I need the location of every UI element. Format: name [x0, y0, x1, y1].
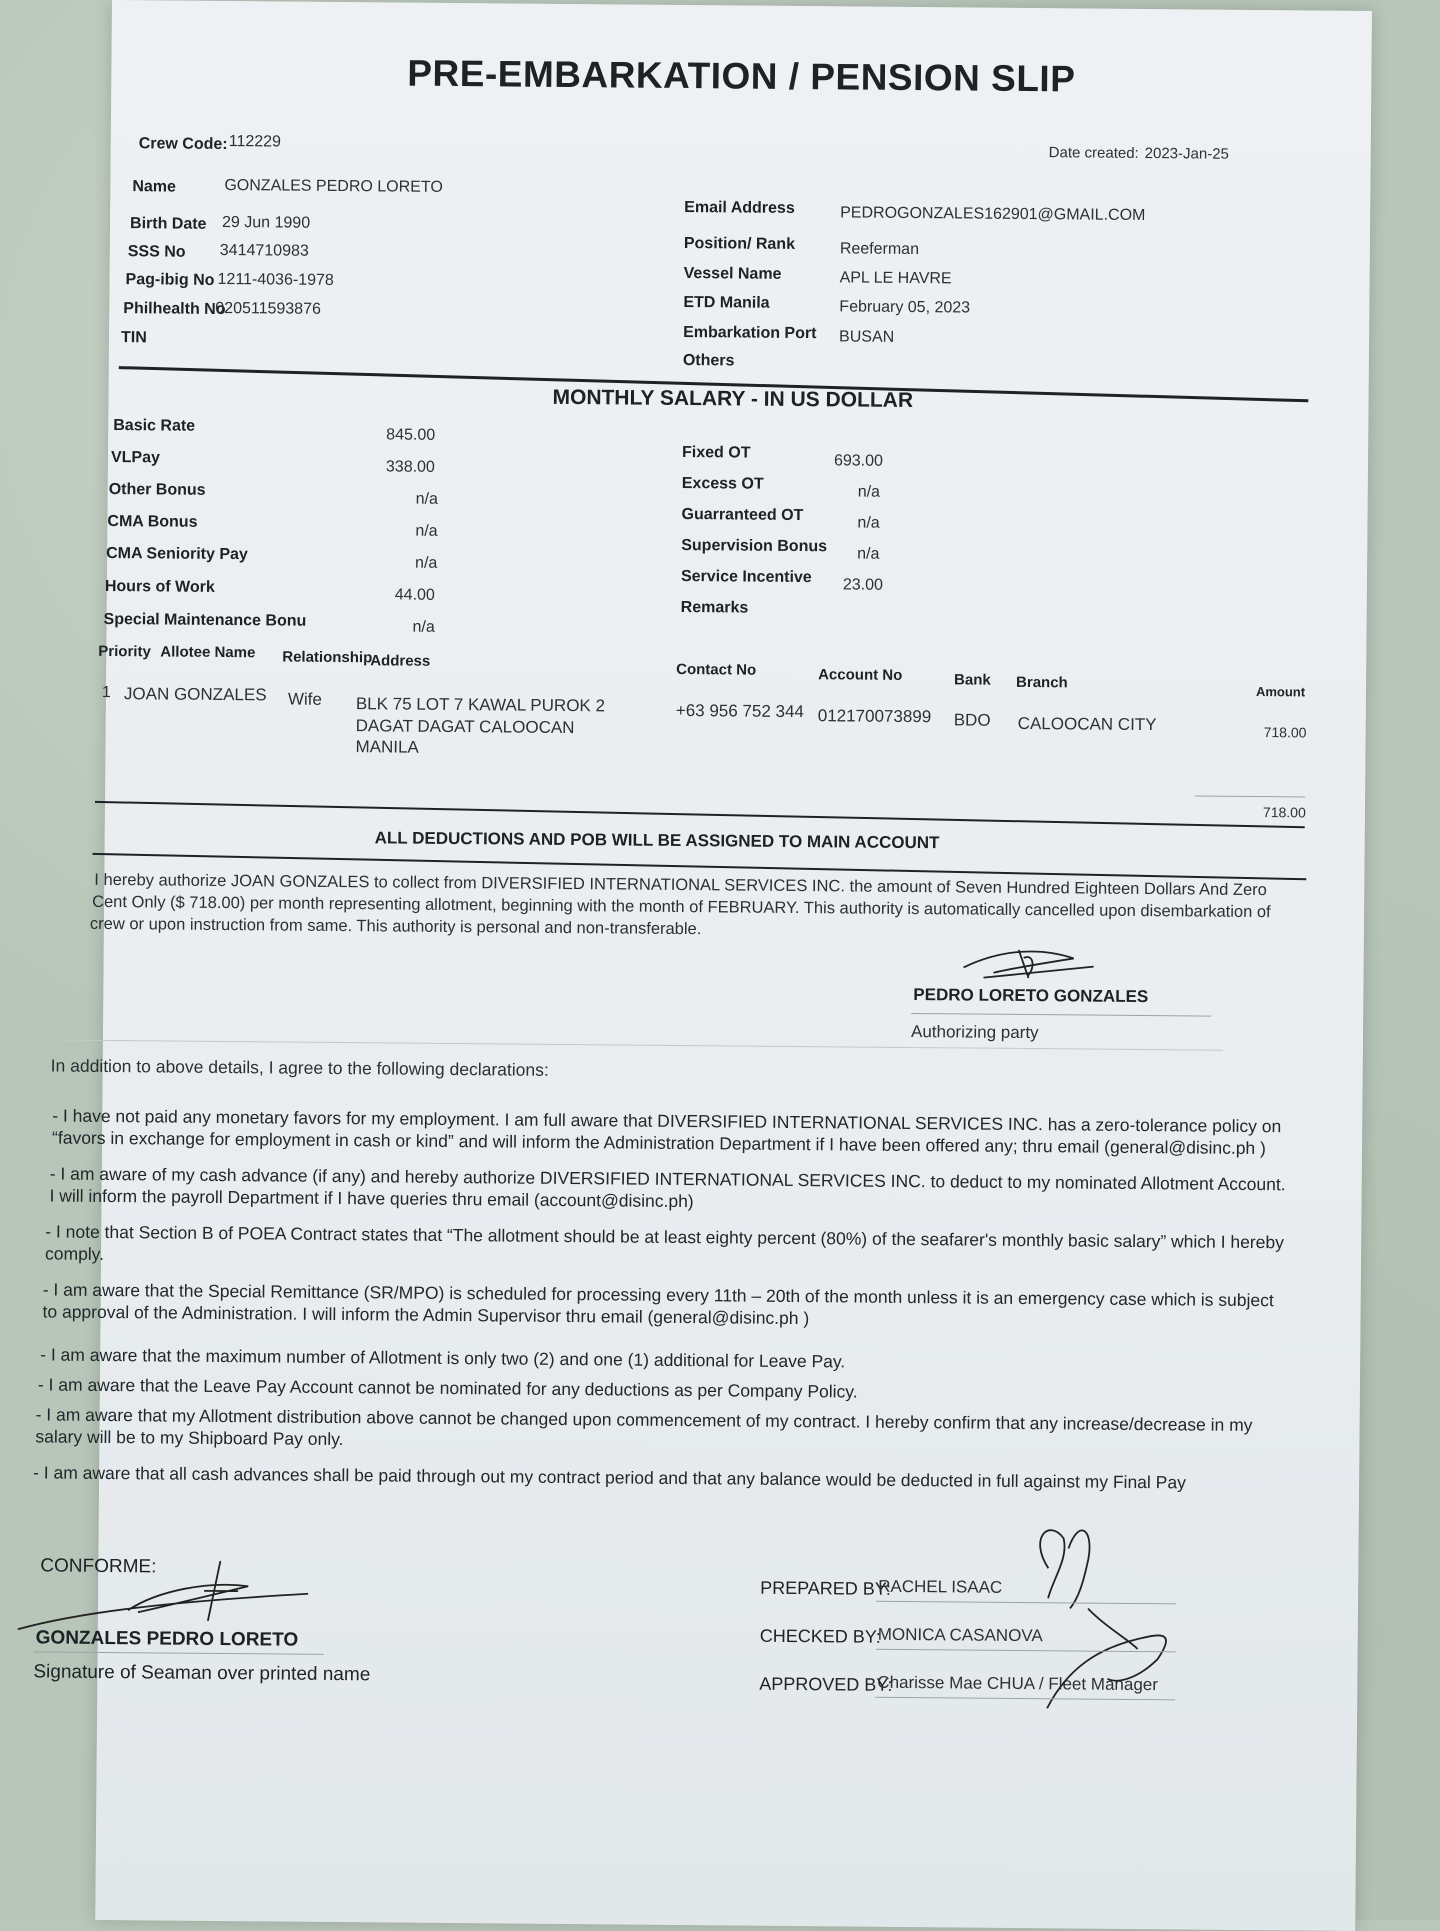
row-address-line: BLK 75 LOT 7 KAWAL PUROK 2: [355, 694, 606, 716]
salary-heading: MONTHLY SALARY - IN US DOLLAR: [552, 385, 914, 413]
etd-label: ETD Manila: [683, 293, 770, 312]
salary-left-value: 338.00: [385, 458, 435, 476]
header-contact: Contact No: [676, 660, 757, 679]
vessel-value: APL LE HAVRE: [839, 269, 952, 288]
salary-left-value: n/a: [415, 554, 438, 572]
salary-right-label: Remarks: [680, 598, 749, 617]
seaman-caption: Signature of Seaman over printed name: [33, 1661, 371, 1686]
declaration-item: - I note that Section B of POEA Contract states that “The allotment should be at least eighty percent (80%) of the seafarer's monthly basic salary” which I hereby comply.: [44, 1221, 1284, 1264]
position-value: Reeferman: [839, 240, 920, 259]
header-relationship: Relationship: [282, 648, 373, 667]
salary-right-label: Supervision Bonus: [681, 536, 828, 556]
checked-by-label: CHECKED BY:: [759, 1625, 881, 1647]
name-label: Name: [132, 178, 177, 196]
approved-by-label: APPROVED BY:: [759, 1673, 893, 1695]
salary-left-value: 845.00: [386, 426, 436, 444]
declaration-item: - I am aware that the maximum number of Allotment is only two (2) and one (1) additional for Leave Pay.: [40, 1344, 846, 1372]
authorization-box-bottom: [63, 1040, 1223, 1051]
salary-left-label: CMA Seniority Pay: [106, 544, 248, 564]
total-divider: [1195, 795, 1305, 797]
row-account: 012170073899: [817, 706, 932, 727]
tin-label: TIN: [120, 329, 147, 347]
name-value: GONZALES PEDRO LORETO: [224, 176, 443, 196]
document-title: PRE-EMBARKATION / PENSION SLIP: [407, 52, 1076, 100]
salary-left-label: Hours of Work: [104, 577, 215, 596]
row-relationship: Wife: [287, 689, 322, 709]
date-created-label: Date created:: [1048, 144, 1139, 162]
deductions-heading: ALL DEDUCTIONS AND POB WILL BE ASSIGNED TO MAIN ACCOUNT: [374, 828, 940, 853]
salary-right-label: Fixed OT: [681, 443, 751, 462]
email-value: PEDROGONZALES162901@GMAIL.COM: [840, 204, 1146, 225]
prepared-by-label: PREPARED BY:: [760, 1577, 891, 1599]
salary-left-label: Other Bonus: [108, 480, 206, 499]
embarkation-port-label: Embarkation Port: [683, 323, 817, 343]
salary-right-value: 693.00: [833, 452, 884, 470]
salary-left-label: VLPay: [110, 449, 161, 467]
salary-left-value: n/a: [415, 490, 438, 508]
salary-right-value: n/a: [857, 514, 880, 532]
seaman-printed-name: GONZALES PEDRO LORETO: [35, 1627, 299, 1651]
row-contact: +63 956 752 344: [675, 700, 805, 722]
declaration-item: - I have not paid any monetary favors for my employment. I am full aware that DIVERSIFIED INTERNATIONAL SERVICES INC. has a zero-tolerance policy on “favors in exchange for employment in cash or kind” and will inform the Administration Department if I have been offered any; thru email (general@disinc.ph ): [51, 1105, 1282, 1159]
sss-value: 3414710983: [219, 241, 309, 260]
declaration-item: - I am aware that my Allotment distribution above cannot be changed upon commencement of my contract. I hereby confirm that any increase/decrease in my salary will be to my Shipboard Pay only.: [35, 1404, 1253, 1450]
salary-right-value: n/a: [857, 483, 881, 501]
pagibig-value: 1211-4036-1978: [217, 270, 334, 289]
authorization-line: crew or upon instruction from same. This authority is personal and non-transferable.: [89, 914, 702, 939]
header-branch: Branch: [1016, 673, 1068, 692]
header-bank: Bank: [954, 671, 991, 689]
approved-by-name: Charisse Mae CHUA / Fleet Manager: [877, 1672, 1159, 1695]
position-label: Position/ Rank: [683, 235, 796, 253]
embarkation-port-value: BUSAN: [839, 328, 895, 346]
row-bank: BDO: [953, 710, 991, 730]
signer-divider: [911, 1013, 1211, 1017]
header-amount: Amount: [1255, 684, 1306, 700]
salary-left-label: CMA Bonus: [107, 512, 198, 531]
total-amount: 718.00: [1262, 804, 1306, 821]
declaration-item: - I am aware that the Leave Pay Account cannot be nominated for any deductions as per Company Policy.: [37, 1374, 858, 1402]
prepared-by-name: RACHEL ISAAC: [878, 1576, 1003, 1597]
authorizing-party-name: PEDRO LORETO GONZALES: [913, 985, 1149, 1007]
pagibig-label: Pag-ibig No: [125, 271, 215, 289]
header-allotee-name: Allotee Name: [160, 643, 256, 662]
header-priority: Priority: [98, 642, 151, 661]
row-address-line: MANILA: [355, 737, 419, 757]
salary-left-label: Basic Rate: [113, 417, 196, 435]
salary-left-value: n/a: [415, 522, 438, 540]
authorizing-party-role: Authorizing party: [910, 1022, 1039, 1043]
salary-left-value: 44.00: [394, 586, 435, 604]
row-allotee-name: JOAN GONZALES: [123, 684, 267, 705]
email-label: Email Address: [684, 199, 795, 217]
birth-date-value: 29 Jun 1990: [221, 213, 311, 232]
birth-date-label: Birth Date: [129, 215, 207, 233]
declaration-item: - I am aware that the Special Remittance (SR/MPO) is scheduled for processing every 11th – 20th of the month unless it is an emergency case which is subject to approval of the Administration. I will inform the Admin Supervisor thru email (general@disinc.ph ): [42, 1279, 1274, 1329]
checked-by-name: MONICA CASANOVA: [877, 1624, 1043, 1646]
declarations-intro: In addition to above details, I agree to the following declarations:: [50, 1055, 549, 1080]
row-amount: 718.00: [1263, 724, 1307, 741]
authorization-line: Cent Only ($ 718.00) per month representing allotment, beginning with the month of FEBRUARY. This authority is automatically cancelled upon disembarkation of: [92, 892, 1271, 922]
row-priority: 1: [101, 683, 111, 702]
sss-label: SSS No: [127, 243, 186, 261]
authorization-line: I hereby authorize JOAN GONZALES to collect from DIVERSIFIED INTERNATIONAL SERVICES INC. the amount of Seven Hundred Eighteen Dollars And Zero: [94, 870, 1267, 900]
pension-slip-document: [33, 0, 1372, 1931]
etd-value: February 05, 2023: [839, 298, 971, 317]
crew-code-label: Crew Code:: [138, 135, 228, 154]
salary-right-label: Excess OT: [681, 474, 764, 493]
salary-left-value: n/a: [412, 618, 435, 636]
philhealth-label: Philhealth No: [123, 300, 226, 319]
declaration-item: - I am aware of my cash advance (if any) and hereby authorize DIVERSIFIED INTERNATIONAL SERVICES INC. to deduct to my nominated Allotment Account. I will inform the payroll Department if I have queries thru email (account@disinc.ph): [49, 1163, 1286, 1212]
date-created-value: 2023-Jan-25: [1144, 145, 1230, 163]
row-branch: CALOOCAN CITY: [1017, 713, 1157, 735]
header-address: Address: [370, 652, 431, 670]
salary-right-value: n/a: [857, 545, 880, 563]
row-address-line: DAGAT DAGAT CALOOCAN: [355, 716, 575, 738]
conforme-label: CONFORME:: [40, 1555, 157, 1578]
salary-right-value: 23.00: [842, 576, 884, 594]
salary-left-label: Special Maintenance Bonu: [103, 610, 307, 630]
salary-right-label: Service Incentive: [680, 567, 812, 587]
declaration-item: - I am aware that all cash advances shall be paid through out my contract period and that any balance would be deducted in full against my Final Pay: [33, 1462, 1186, 1493]
deduction-rule-top: [95, 801, 1305, 828]
salary-right-label: Guarranteed OT: [681, 505, 804, 525]
crew-code-value: 112229: [228, 133, 282, 151]
philhealth-value: 020511593876: [215, 299, 321, 318]
header-account: Account No: [818, 666, 903, 684]
others-label: Others: [682, 351, 735, 370]
vessel-label: Vessel Name: [683, 264, 782, 283]
